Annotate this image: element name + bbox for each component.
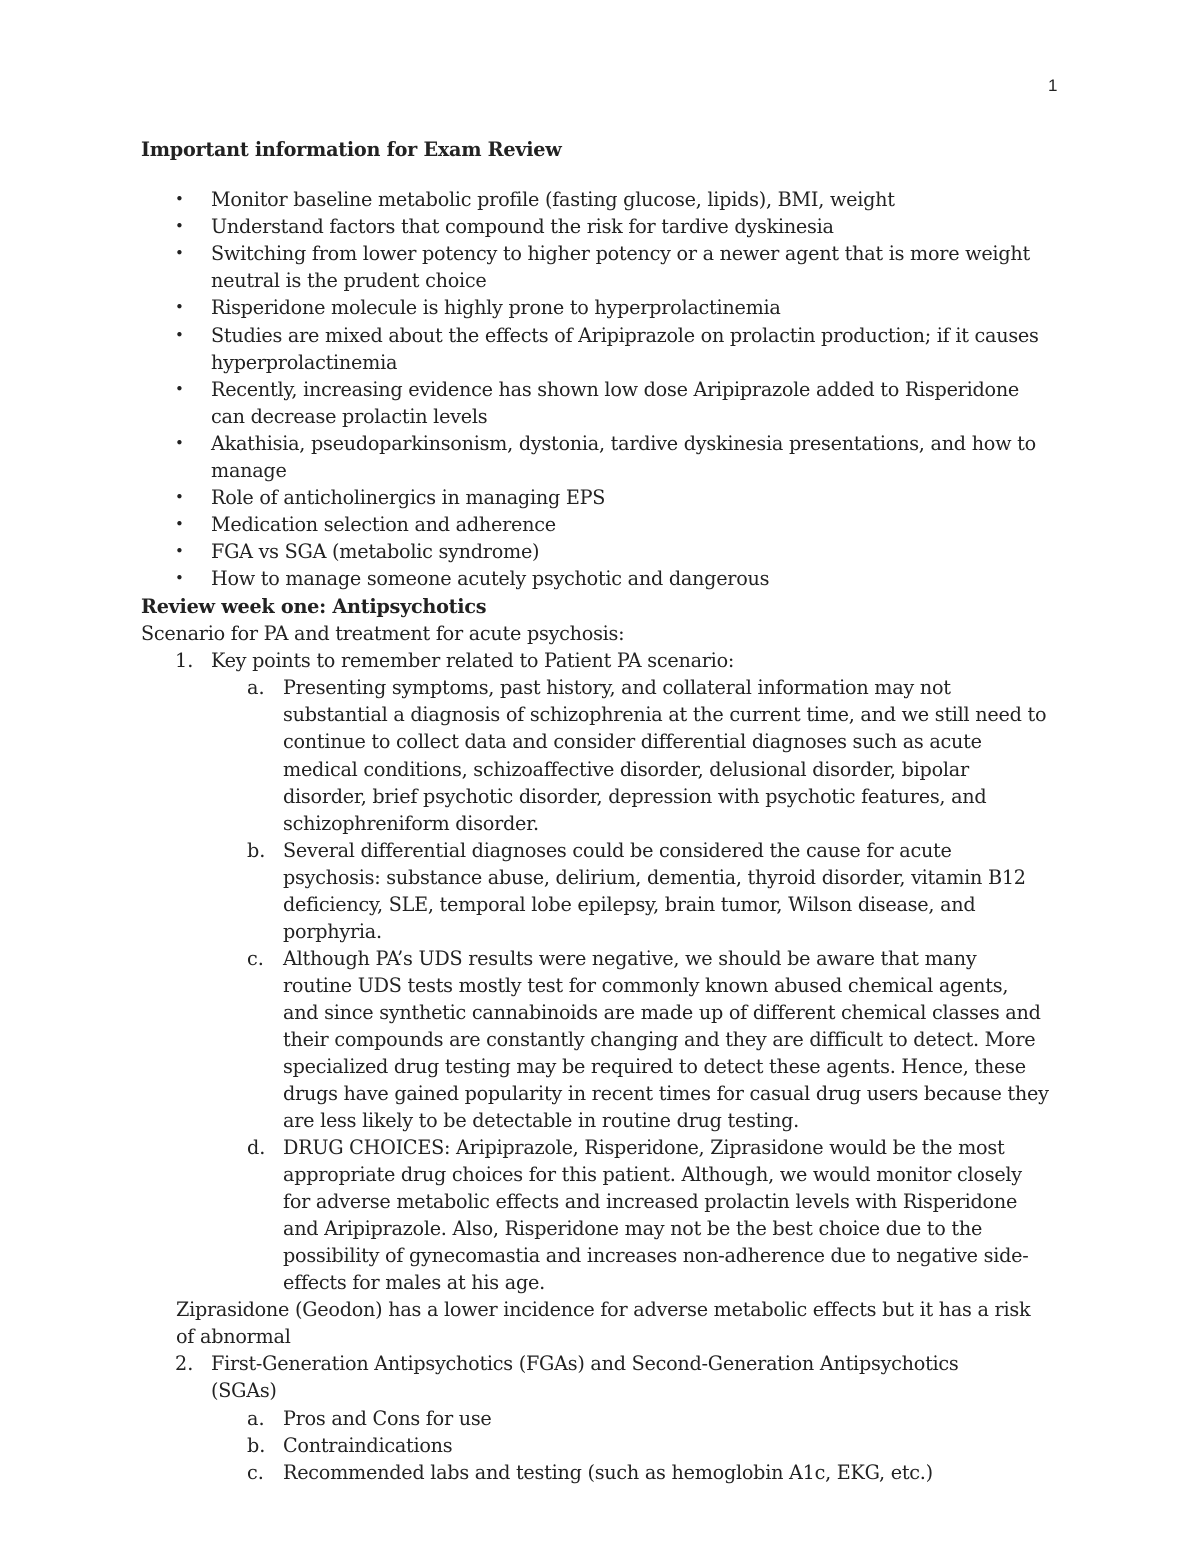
sub-item-line: and Aripiprazole. Also, Risperidone may not be the best choice due to the [283,1217,983,1240]
bullet-marker: • [175,380,184,398]
sub-item-line: Although PA’s UDS results were negative, we should be aware that many [283,947,977,970]
sub-item-line: deficiency, SLE, temporal lobe epilepsy, brain tumor, Wilson disease, and [283,893,976,916]
bullet-marker: • [175,190,184,208]
bullet-marker: • [175,434,184,452]
sub-item-line: schizophreniform disorder. [283,812,539,835]
bullet-marker: • [175,244,184,262]
bullet-text: FGA vs SGA (metabolic syndrome) [211,540,540,563]
sub-item-line: Pros and Cons for use [283,1407,492,1430]
section-title: Review week one: Antipsychotics [141,595,487,618]
sub-item-line: and since synthetic cannabinoids are made up of different chemical classes and [283,1001,1041,1024]
list-number: 1. [175,649,194,672]
list-letter: a. [247,1407,265,1430]
list-item-text: First-Generation Antipsychotics (FGAs) and Second-Generation Antipsychotics [211,1352,959,1375]
sub-item-line: for adverse metabolic effects and increased prolactin levels with Risperidone [283,1190,1018,1213]
bullet-marker: • [175,326,184,344]
bullet-text: Monitor baseline metabolic profile (fasting glucose, lipids), BMI, weight [211,188,895,211]
bullet-marker: • [175,488,184,506]
list-letter: c. [247,1461,264,1484]
bullet-marker: • [175,298,184,316]
list-letter: b. [247,839,266,862]
sub-item-line: routine UDS tests mostly test for commonly known abused chemical agents, [283,974,1009,997]
sub-item-line: medical conditions, schizoaffective disorder, delusional disorder, bipolar [283,758,969,781]
list-item-text-continued: (SGAs) [211,1379,277,1402]
sub-item-line: drugs have gained popularity in recent times for casual drug users because they [283,1082,1049,1105]
list-letter: a. [247,676,265,699]
sub-item-line: disorder, brief psychotic disorder, depression with psychotic features, and [283,785,987,808]
sub-item-line: specialized drug testing may be required to detect these agents. Hence, these [283,1055,1026,1078]
bullet-text: Studies are mixed about the effects of Aripiprazole on prolactin production; if it causes [211,324,1039,347]
sub-item-line: their compounds are constantly changing and they are difficult to detect. More [283,1028,1036,1051]
bullet-marker: • [175,542,184,560]
sub-item-line: psychosis: substance abuse, delirium, dementia, thyroid disorder, vitamin B12 [283,866,1026,889]
bullet-text-continued: can decrease prolactin levels [211,405,488,428]
document-heading: Important information for Exam Review [141,138,562,161]
bullet-text: Akathisia, pseudoparkinsonism, dystonia, tardive dyskinesia presentations, and how to [211,432,1036,455]
bullet-text: Switching from lower potency to higher potency or a newer agent that is more weight [211,242,1030,265]
page-number: 1 [1048,76,1058,95]
list-letter: d. [247,1136,266,1159]
note-line: of abnormal [176,1325,291,1348]
sub-item-line: porphyria. [283,920,382,943]
list-number: 2. [175,1352,194,1375]
bullet-text-continued: hyperprolactinemia [211,351,398,374]
sub-item-line: substantial a diagnosis of schizophrenia at the current time, and we still need to [283,703,1047,726]
sub-item-line: Recommended labs and testing (such as hemoglobin A1c, EKG, etc.) [283,1461,933,1484]
bullet-marker: • [175,515,184,533]
bullet-marker: • [175,217,184,235]
sub-item-line: Contraindications [283,1434,453,1457]
bullet-text: Understand factors that compound the risk for tardive dyskinesia [211,215,834,238]
sub-item-line: Several differential diagnoses could be considered the cause for acute [283,839,952,862]
sub-item-line: DRUG CHOICES: Aripiprazole, Risperidone, Ziprasidone would be the most [283,1136,1005,1159]
list-letter: b. [247,1434,266,1457]
note-line: Ziprasidone (Geodon) has a lower incidence for adverse metabolic effects but it has a risk [176,1298,1031,1321]
bullet-text: Medication selection and adherence [211,513,556,536]
sub-item-line: are less likely to be detectable in routine drug testing. [283,1109,800,1132]
bullet-marker: • [175,569,184,587]
bullet-text: Risperidone molecule is highly prone to hyperprolactinemia [211,296,781,319]
bullet-text-continued: manage [211,459,287,482]
bullet-text-continued: neutral is the prudent choice [211,269,487,292]
sub-item-line: continue to collect data and consider differential diagnoses such as acute [283,730,982,753]
list-letter: c. [247,947,264,970]
list-item-text: Key points to remember related to Patient PA scenario: [211,649,735,672]
sub-item-line: Presenting symptoms, past history, and collateral information may not [283,676,951,699]
bullet-text: How to manage someone acutely psychotic and dangerous [211,567,770,590]
sub-item-line: possibility of gynecomastia and increases non-adherence due to negative side- [283,1244,1029,1267]
sub-item-line: appropriate drug choices for this patient. Although, we would monitor closely [283,1163,1022,1186]
sub-item-line: effects for males at his age. [283,1271,545,1294]
bullet-text: Recently, increasing evidence has shown low dose Aripiprazole added to Risperidone [211,378,1020,401]
bullet-text: Role of anticholinergics in managing EPS [211,486,606,509]
scenario-intro: Scenario for PA and treatment for acute psychosis: [141,622,625,645]
